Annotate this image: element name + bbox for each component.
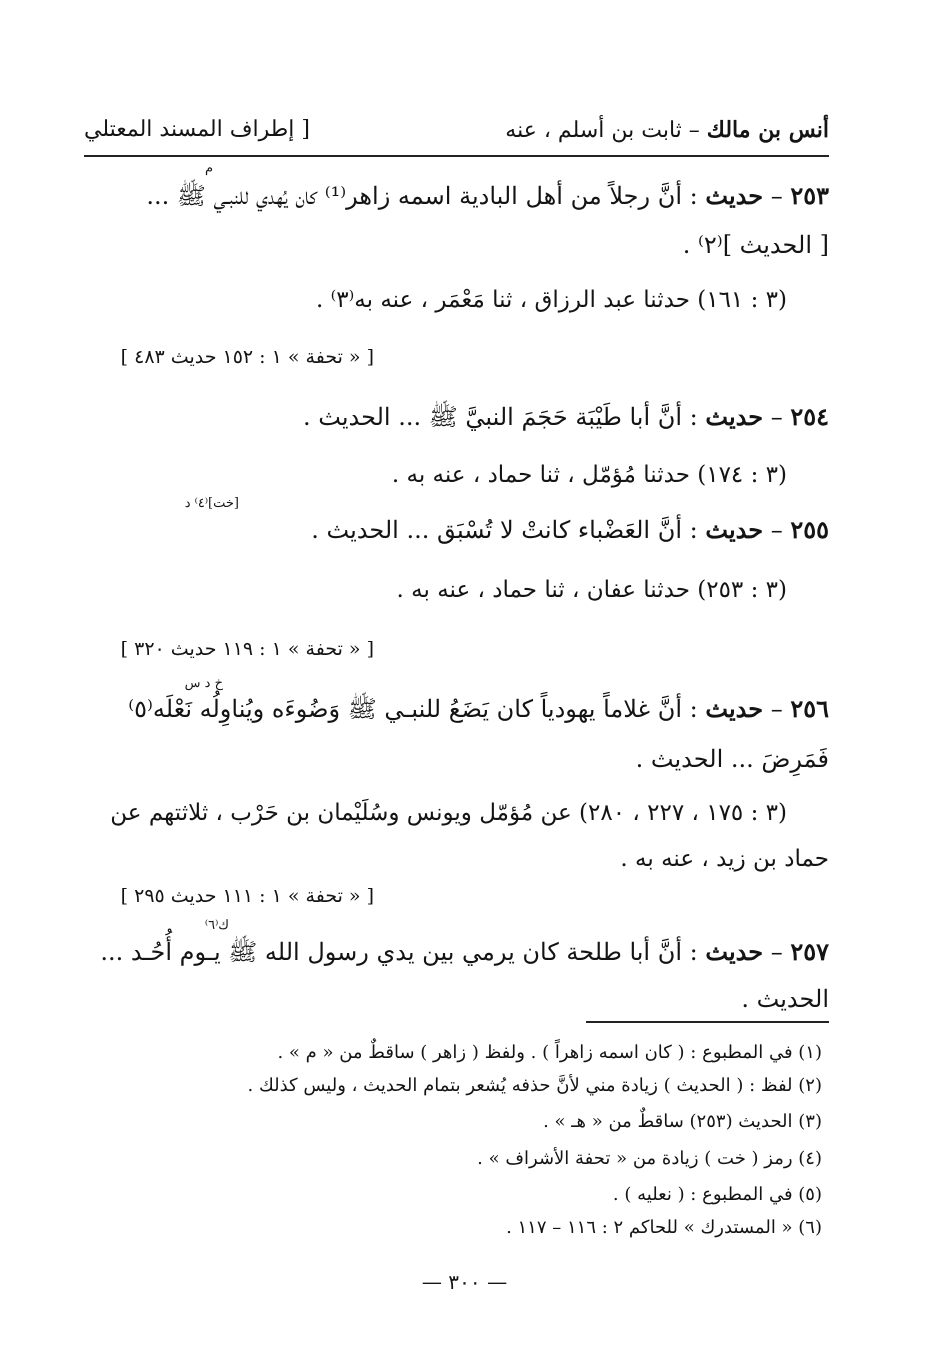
entry-257-sigla: ك⁽٦⁾	[204, 918, 229, 933]
entry-256-isnad-line1: (٣ : ١٧٥ ، ٢٢٧ ، ٢٨٠) عن مُؤمّل ويونس وسُلَيْمان بن حَرْب ، ثلاثتهم عن	[110, 800, 787, 826]
entry-254-line1: ٢٥٤ – حديث : أنَّ أبا طَيْبَة حَجَمَ النبيَّ ﷺ ... الحديث .	[303, 402, 829, 431]
hadith-text: : أنَّ أبا طَيْبَة حَجَمَ النبيَّ ﷺ ... الحديث .	[303, 403, 706, 431]
footnote-4: (٤) رمز ( خت ) زيادة من « تحفة الأشراف » .	[477, 1148, 822, 1169]
entry-254-isnad: (٣ : ١٧٤) حدثنا مُؤمّل ، ثنا حماد ، عنه به .	[391, 462, 787, 488]
hadith-keyword: حديث	[705, 694, 764, 723]
footnote-6: (٦) « المستدرك » للحاكم ٢ : ١١٦ – ١١٧ .	[506, 1217, 822, 1238]
entry-256-tuhfa: [ « تحفة » ١ : ١١١ حديث ٢٩٥ ]	[120, 885, 374, 907]
entry-256-line1: ٢٥٦ – حديث : أنَّ غلاماً يهودياً كان يَضَعُ للنبـي ﷺ وَضُوءَه ويُناوِلُه نَعْلَه⁽٥⁾	[128, 694, 829, 723]
entry-253-line2: [ الحديث ]⁽٢⁾ .	[682, 231, 829, 259]
entry-number: ٢٥٦	[790, 694, 829, 723]
header-subtitle: – ثابت بن أسلم ، عنه	[505, 118, 707, 143]
hadith-text: : أنَّ أبا طلحة كان يرمي بين يدي رسول الله ﷺ يـوم أُحُـد ...	[100, 938, 706, 966]
entry-256-isnad-line2: حماد بن زيد ، عنه به .	[620, 846, 829, 872]
page-number: — ٣٠٠ —	[421, 1270, 508, 1294]
footnote-rule	[586, 1021, 829, 1023]
entry-255-line1: ٢٥٥ – حديث : أنَّ العَضْباء كانتْ لا تُسْبَق ... الحديث .	[311, 515, 829, 544]
entry-number: ٢٥٥	[790, 515, 829, 544]
entry-255-tuhfa: [ « تحفة » ١ : ١١٩ حديث ٣٢٠ ]	[120, 638, 374, 660]
footnote-1: (١) في المطبوع : ( كان اسمه زاهراً ) . ولفظ ( زاهر ) ساقطٌ من « م » .	[277, 1042, 822, 1063]
entry-256-sigla: خ د س	[184, 676, 223, 691]
header-title: أنس بن مالك	[706, 117, 829, 143]
entry-253-isnad: (٣ : ١٦١) حدثنا عبد الرزاق ، ثنا مَعْمَر ، عنه به⁽٣⁾ .	[316, 287, 787, 313]
entry-number: ٢٥٣	[790, 181, 829, 210]
header-rule	[84, 155, 829, 157]
entry-number: ٢٥٤	[790, 402, 829, 431]
entry-255-isnad: (٣ : ٢٥٣) حدثنا عفان ، ثنا حماد ، عنه به .	[396, 577, 787, 603]
hadith-keyword: حديث	[705, 402, 764, 431]
entry-number: ٢٥٧	[790, 937, 829, 966]
footnote-2: (٢) لفظ : ( الحديث ) زيادة مني لأنَّ حذفه يُشعر بتمام الحديث ، وليس كذلك .	[247, 1075, 822, 1096]
entry-257-line2: الحديث .	[741, 985, 829, 1013]
hadith-keyword: حديث	[705, 515, 764, 544]
entry-253-sigla: م	[204, 161, 213, 176]
hadith-text: : أنَّ رجلاً من أهل البادية اسمه زاهر⁽¹⁾ كان يُهدي للنبـي ﷺ ...	[146, 182, 706, 210]
footnote-5: (٥) في المطبوع : ( نعليه ) .	[612, 1184, 822, 1205]
entry-253-tuhfa: [ « تحفة » ١ : ١٥٢ حديث ٤٨٣ ]	[120, 346, 374, 368]
entry-256-line2: فَمَرِضَ ... الحديث .	[635, 745, 829, 773]
entry-257-line1: ٢٥٧ – حديث : أنَّ أبا طلحة كان يرمي بين يدي رسول الله ﷺ يـوم أُحُـد ...	[100, 937, 829, 966]
entry-253-line1: ٢٥٣ – حديث : أنَّ رجلاً من أهل البادية اسمه زاهر⁽¹⁾ كان يُهدي للنبـي ﷺ ...	[146, 181, 829, 210]
footnote-3: (٣) الحديث (٢٥٣) ساقطٌ من « هـ » .	[543, 1111, 822, 1132]
running-header-left: [ إطراف المسند المعتلي	[84, 117, 310, 142]
running-header-right	[505, 117, 829, 143]
hadith-keyword: حديث	[705, 181, 764, 210]
hadith-keyword: حديث	[705, 937, 764, 966]
hadith-text: : أنَّ غلاماً يهودياً كان يَضَعُ للنبـي ﷺ وَضُوءَه ويُناوِلُه نَعْلَه⁽٥⁾	[128, 695, 706, 723]
hadith-text: : أنَّ العَضْباء كانتْ لا تُسْبَق ... الحديث .	[311, 516, 706, 544]
entry-255-sigla: [خت]⁽٤⁾ د	[184, 496, 239, 511]
